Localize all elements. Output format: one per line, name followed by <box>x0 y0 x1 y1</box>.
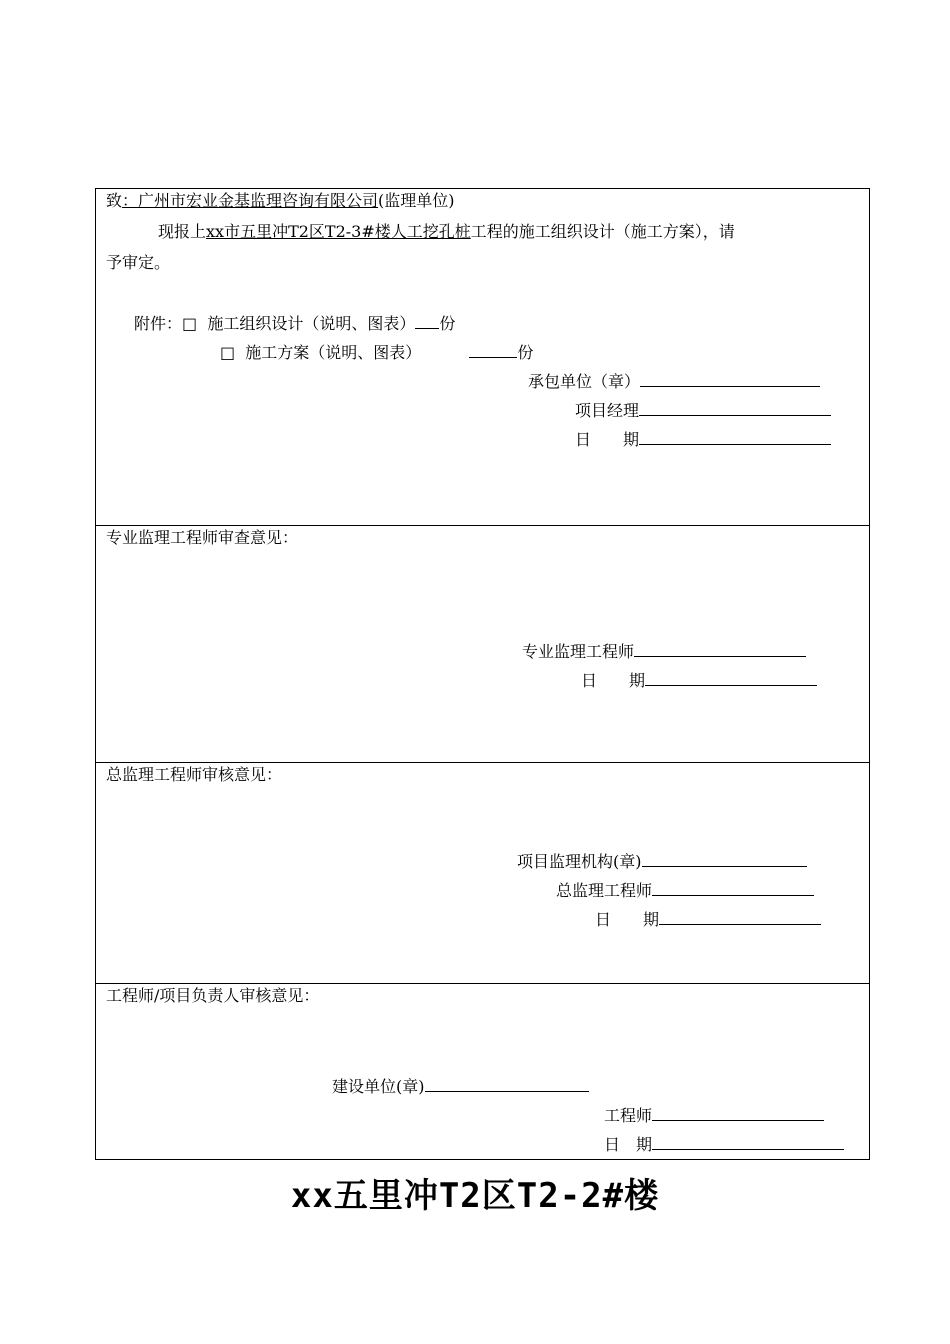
copies-field-1[interactable] <box>415 312 439 329</box>
date-label-3: 日 期 <box>595 910 660 929</box>
attachment-construction-plan: 施工方案（说明、图表） <box>245 343 422 362</box>
owner-engineer-field[interactable] <box>652 1104 824 1121</box>
submission-text-line1 <box>158 222 735 242</box>
project-name: xx市五里冲T2区T2-3#楼人工挖孔桩 <box>206 222 471 241</box>
contractor-sign-row <box>528 370 820 392</box>
date-row-4 <box>604 1133 844 1155</box>
submission-section <box>96 189 869 525</box>
owner-unit-row <box>332 1075 589 1097</box>
owner-engineer-label: 工程师 <box>604 1106 653 1125</box>
date-field-3[interactable] <box>659 908 821 925</box>
pm-label: 项目经理 <box>575 401 640 420</box>
contractor-field[interactable] <box>640 370 820 387</box>
date-field-2[interactable] <box>645 669 817 686</box>
specialist-sign-row <box>522 640 806 662</box>
date-field-4[interactable] <box>652 1133 844 1150</box>
owner-unit-label: 建设单位(章) <box>332 1077 425 1096</box>
attachment-org-design: 施工组织设计（说明、图表） <box>207 314 416 333</box>
date-row-2 <box>581 669 817 691</box>
copies-field-2[interactable] <box>469 341 517 358</box>
supervision-unit-note: (监理单位) <box>378 191 455 210</box>
specialist-engineer-label: 专业监理工程师 <box>522 642 635 661</box>
attachment-row-2 <box>220 341 533 363</box>
chief-engineer-label: 总监理工程师 <box>556 881 653 900</box>
specialist-engineer-field[interactable] <box>634 640 806 657</box>
supervision-org-field[interactable] <box>642 850 807 867</box>
pm-field[interactable] <box>639 399 831 416</box>
copies-unit-1: 份 <box>439 314 456 333</box>
submit-suffix: 工程的施工组织设计（施工方案），请 <box>470 222 735 241</box>
chief-review-section <box>96 762 869 983</box>
date-field-1[interactable] <box>639 428 831 445</box>
attachment-label: 附件： <box>134 314 183 333</box>
pm-sign-row <box>575 399 831 421</box>
owner-review-section <box>96 983 869 1159</box>
chief-engineer-field[interactable] <box>652 879 814 896</box>
copies-unit-2: 份 <box>517 343 534 362</box>
submission-text-line2: 予审定。 <box>106 253 171 272</box>
owner-engineer-row <box>604 1104 824 1126</box>
date-row-3 <box>595 908 821 930</box>
addressee-line <box>106 191 455 211</box>
chief-review-title: 总监理工程师审核意见： <box>106 765 283 784</box>
date-label-4: 日 期 <box>604 1135 653 1154</box>
date-label-2: 日 期 <box>581 671 646 690</box>
approval-form <box>95 188 870 1160</box>
specialist-review-title: 专业监理工程师审查意见： <box>106 528 299 547</box>
footer-title: xx五里冲T2区T2-2#楼 <box>290 1176 660 1216</box>
to-prefix: 致 <box>106 191 123 210</box>
checkbox-org-design[interactable]: □ <box>182 314 198 333</box>
checkbox-construction-plan[interactable]: □ <box>220 343 236 362</box>
chief-engineer-row <box>556 879 814 901</box>
supervision-org-label: 项目监理机构(章) <box>517 852 642 871</box>
date-label-1: 日 期 <box>575 430 640 449</box>
date-row-1 <box>575 428 831 450</box>
supervision-company: ：广州市宏业金基监理咨询有限公司 <box>122 191 379 210</box>
specialist-review-section <box>96 525 869 762</box>
owner-unit-field[interactable] <box>425 1075 589 1092</box>
contractor-label: 承包单位（章） <box>528 372 641 391</box>
submit-prefix: 现报上 <box>158 222 207 241</box>
owner-review-title: 工程师/项目负责人审核意见： <box>106 986 320 1005</box>
attachment-row-1 <box>134 312 455 334</box>
supervision-org-row <box>517 850 807 872</box>
